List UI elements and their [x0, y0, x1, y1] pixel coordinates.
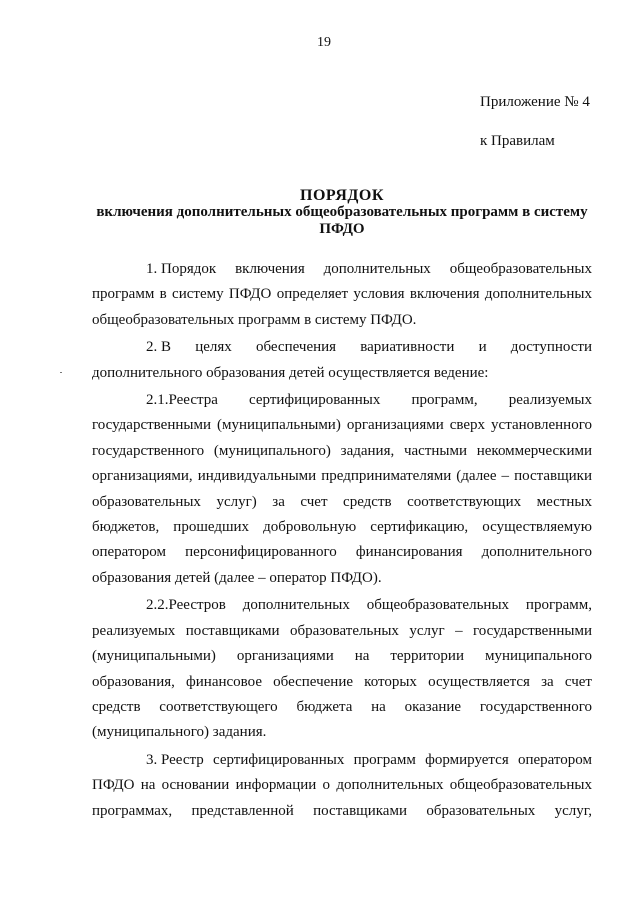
- title-subtitle-line1: включения дополнительных общеобразовательных программ в систему: [96, 204, 588, 220]
- paragraph-1: [92, 257, 592, 333]
- document-title: [90, 187, 594, 238]
- paragraph-text: Реестра сертифицированных программ, реализуемых государственными (муниципальными) организациями сверх установленного государственного (муниципального) задания, частными некоммерческими организациями, индивидуальными предпринимателями (далее – поставщики образовательных услуг) за счет средств соответствующих местных бюджетов, прошедших добровольную сертификацию, осуществляемую оператором персонифицированного финансирования дополнительного образования детей (далее – оператор ПФДО).: [92, 392, 592, 586]
- paragraph-number: 2.2.: [146, 597, 169, 614]
- margin-mark: [60, 372, 62, 373]
- document-body: [92, 257, 592, 824]
- title-main: ПОРЯДОК: [300, 187, 384, 204]
- paragraph-number: 2.1.: [146, 392, 169, 409]
- paragraph-text: В целях обеспечения вариативности и доступности дополнительного образования детей осуществляется ведение:: [92, 339, 592, 381]
- paragraph-2-2: [92, 593, 592, 745]
- paragraph-2: [92, 335, 592, 386]
- paragraph-3: [92, 748, 592, 824]
- paragraph-text: Реестр сертифицированных программ формируется оператором ПФДО на основании информации о дополнительных общеобразовательных программах, представленной поставщиками образовательных услуг,: [92, 751, 592, 819]
- page-number: 19: [317, 35, 331, 50]
- paragraph-number: 2.: [146, 339, 158, 356]
- title-subtitle-line2: ПФДО: [319, 221, 365, 237]
- paragraph-number: 1.: [146, 261, 158, 277]
- paragraph-2-1: [92, 388, 592, 591]
- paragraph-text: Порядок включения дополнительных общеобразовательных программ в систему ПФДО определяет условия включения дополнительных общеобразовательных программ в систему ПФДО.: [92, 261, 592, 328]
- paragraph-text: Реестров дополнительных общеобразовательных программ, реализуемых поставщиками образовательных услуг – государственными (муниципальными) организациями на территории муниципального образования, финансовое обеспечение которых осуществляется за счет средств соответствующего бюджета на оказание государственного (муниципального) задания.: [92, 597, 592, 741]
- paragraph-number: 3.: [146, 751, 158, 768]
- annex-reference: к Правилам: [480, 133, 555, 149]
- annex-label: Приложение № 4: [480, 94, 590, 110]
